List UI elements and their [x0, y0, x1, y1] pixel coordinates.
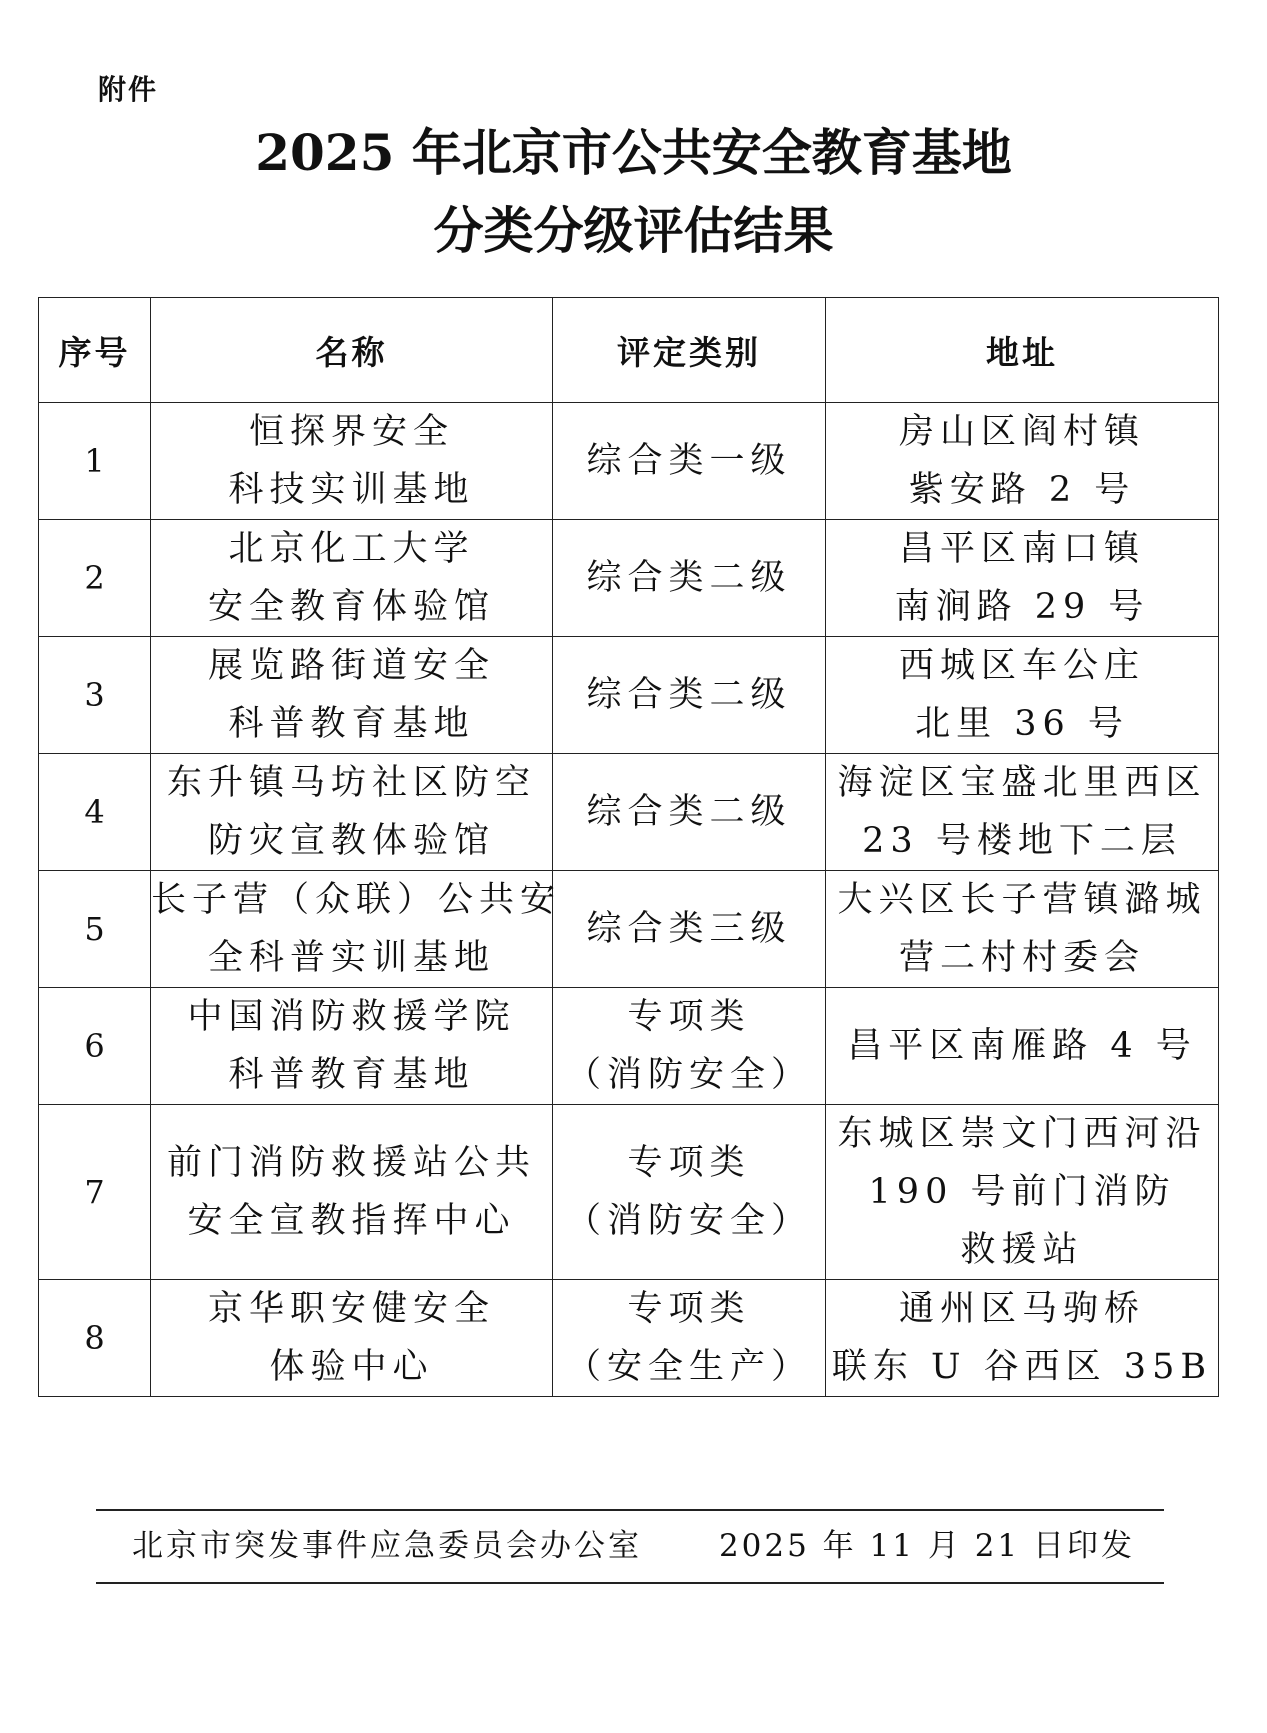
address-line: 北里 36 号 — [915, 704, 1129, 744]
name-cell — [151, 520, 553, 637]
footer-top-rule — [96, 1509, 1164, 1511]
table-row — [39, 520, 1219, 637]
category-cell — [553, 403, 826, 520]
address-line: 联东 U 谷西区 35B — [831, 1347, 1213, 1387]
name-line: 长子营（众联）公共安 — [151, 880, 562, 920]
address-cell — [826, 520, 1219, 637]
footer-issuer: 北京市突发事件应急委员会办公室 — [132, 1528, 642, 1564]
address-line: 房山区阎村镇 — [898, 412, 1145, 452]
name-cell — [151, 1280, 553, 1397]
address-line: 昌平区南雁路 4 号 — [847, 1026, 1197, 1066]
header-address: 地址 — [826, 298, 1219, 403]
name-line: 东升镇马坊社区防空 — [166, 763, 536, 803]
category-line: 专项类 — [627, 1289, 751, 1329]
category-line: （消防安全） — [565, 1201, 812, 1241]
name-line: 体验中心 — [269, 1347, 434, 1387]
footer-bottom-rule — [96, 1582, 1164, 1584]
results-table — [38, 297, 1219, 1397]
address-line: 西城区车公庄 — [898, 646, 1145, 686]
table-row — [39, 1280, 1219, 1397]
category-line: 综合类三级 — [586, 909, 792, 949]
address-cell — [826, 403, 1219, 520]
address-line: 190 号前门消防 — [868, 1172, 1176, 1212]
name-line: 北京化工大学 — [228, 529, 475, 569]
address-line: 通州区马驹桥 — [898, 1289, 1145, 1329]
header-serial-number: 序号 — [39, 298, 151, 403]
table-row — [39, 871, 1219, 988]
address-line: 东城区崇文门西河沿 — [837, 1114, 1207, 1154]
name-cell — [151, 988, 553, 1105]
name-line: 安全宣教指挥中心 — [187, 1201, 516, 1241]
name-line: 展览路街道安全 — [207, 646, 495, 686]
category-cell — [553, 1105, 826, 1280]
name-line: 科普教育基地 — [228, 1055, 475, 1095]
address-line: 昌平区南口镇 — [898, 529, 1145, 569]
serial-number-cell: 5 — [39, 871, 151, 988]
category-line: 综合类二级 — [586, 558, 792, 598]
address-line: 营二村村委会 — [898, 938, 1145, 978]
serial-number-cell: 8 — [39, 1280, 151, 1397]
table-row — [39, 637, 1219, 754]
serial-number-cell: 1 — [39, 403, 151, 520]
serial-number-cell: 7 — [39, 1105, 151, 1280]
category-cell — [553, 637, 826, 754]
address-line: 紫安路 2 号 — [908, 470, 1136, 510]
name-cell — [151, 871, 562, 988]
address-line: 23 号楼地下二层 — [862, 821, 1182, 861]
table-row — [39, 988, 1219, 1105]
name-cell — [151, 637, 553, 754]
name-cell — [151, 1105, 553, 1280]
header-name: 名称 — [151, 298, 553, 403]
category-line: （消防安全） — [565, 1055, 812, 1095]
address-cell — [826, 637, 1219, 754]
address-cell — [826, 1105, 1219, 1280]
address-cell — [826, 1280, 1219, 1397]
name-line: 安全教育体验馆 — [207, 587, 495, 627]
footer-issue-date: 2025 年 11 月 21 日印发 — [718, 1528, 1135, 1564]
category-line: 专项类 — [627, 997, 751, 1037]
name-line: 京华职安健安全 — [207, 1289, 495, 1329]
category-cell — [553, 520, 826, 637]
serial-number-cell: 2 — [39, 520, 151, 637]
category-cell — [553, 754, 826, 871]
category-cell — [553, 871, 826, 988]
name-line: 科技实训基地 — [228, 470, 475, 510]
category-line: 专项类 — [627, 1143, 751, 1183]
name-line: 中国消防救援学院 — [187, 997, 516, 1037]
category-line: 综合类二级 — [586, 792, 792, 832]
category-cell — [553, 1280, 826, 1397]
name-line: 科普教育基地 — [228, 704, 475, 744]
address-cell — [826, 871, 1219, 988]
address-line: 海淀区宝盛北里西区 — [837, 763, 1207, 803]
name-line: 全科普实训基地 — [207, 938, 495, 978]
name-line: 恒探界安全 — [248, 412, 454, 452]
address-line: 大兴区长子营镇潞城 — [837, 880, 1207, 920]
address-line: 南涧路 29 号 — [894, 587, 1150, 627]
table-row — [39, 754, 1219, 871]
header-category: 评定类别 — [553, 298, 826, 403]
table-header-row — [39, 298, 1219, 403]
category-line: 综合类二级 — [586, 675, 792, 715]
name-cell — [151, 754, 553, 871]
serial-number-cell: 3 — [39, 637, 151, 754]
address-cell — [826, 988, 1219, 1105]
attachment-label: 附件 — [98, 73, 159, 106]
document-title-line-1: 2025 年北京市公共安全教育基地 — [255, 123, 1012, 182]
category-line: （安全生产） — [565, 1347, 812, 1387]
address-line: 救援站 — [960, 1230, 1084, 1270]
name-line: 前门消防救援站公共 — [166, 1143, 536, 1183]
table-row — [39, 1105, 1219, 1280]
table-row — [39, 403, 1219, 520]
serial-number-cell: 6 — [39, 988, 151, 1105]
category-line: 综合类一级 — [586, 441, 792, 481]
category-cell — [553, 988, 826, 1105]
address-cell — [826, 754, 1219, 871]
name-line: 防灾宣教体验馆 — [207, 821, 495, 861]
name-cell — [151, 403, 553, 520]
document-title-line-2: 分类分级评估结果 — [433, 201, 834, 260]
serial-number-cell: 4 — [39, 754, 151, 871]
